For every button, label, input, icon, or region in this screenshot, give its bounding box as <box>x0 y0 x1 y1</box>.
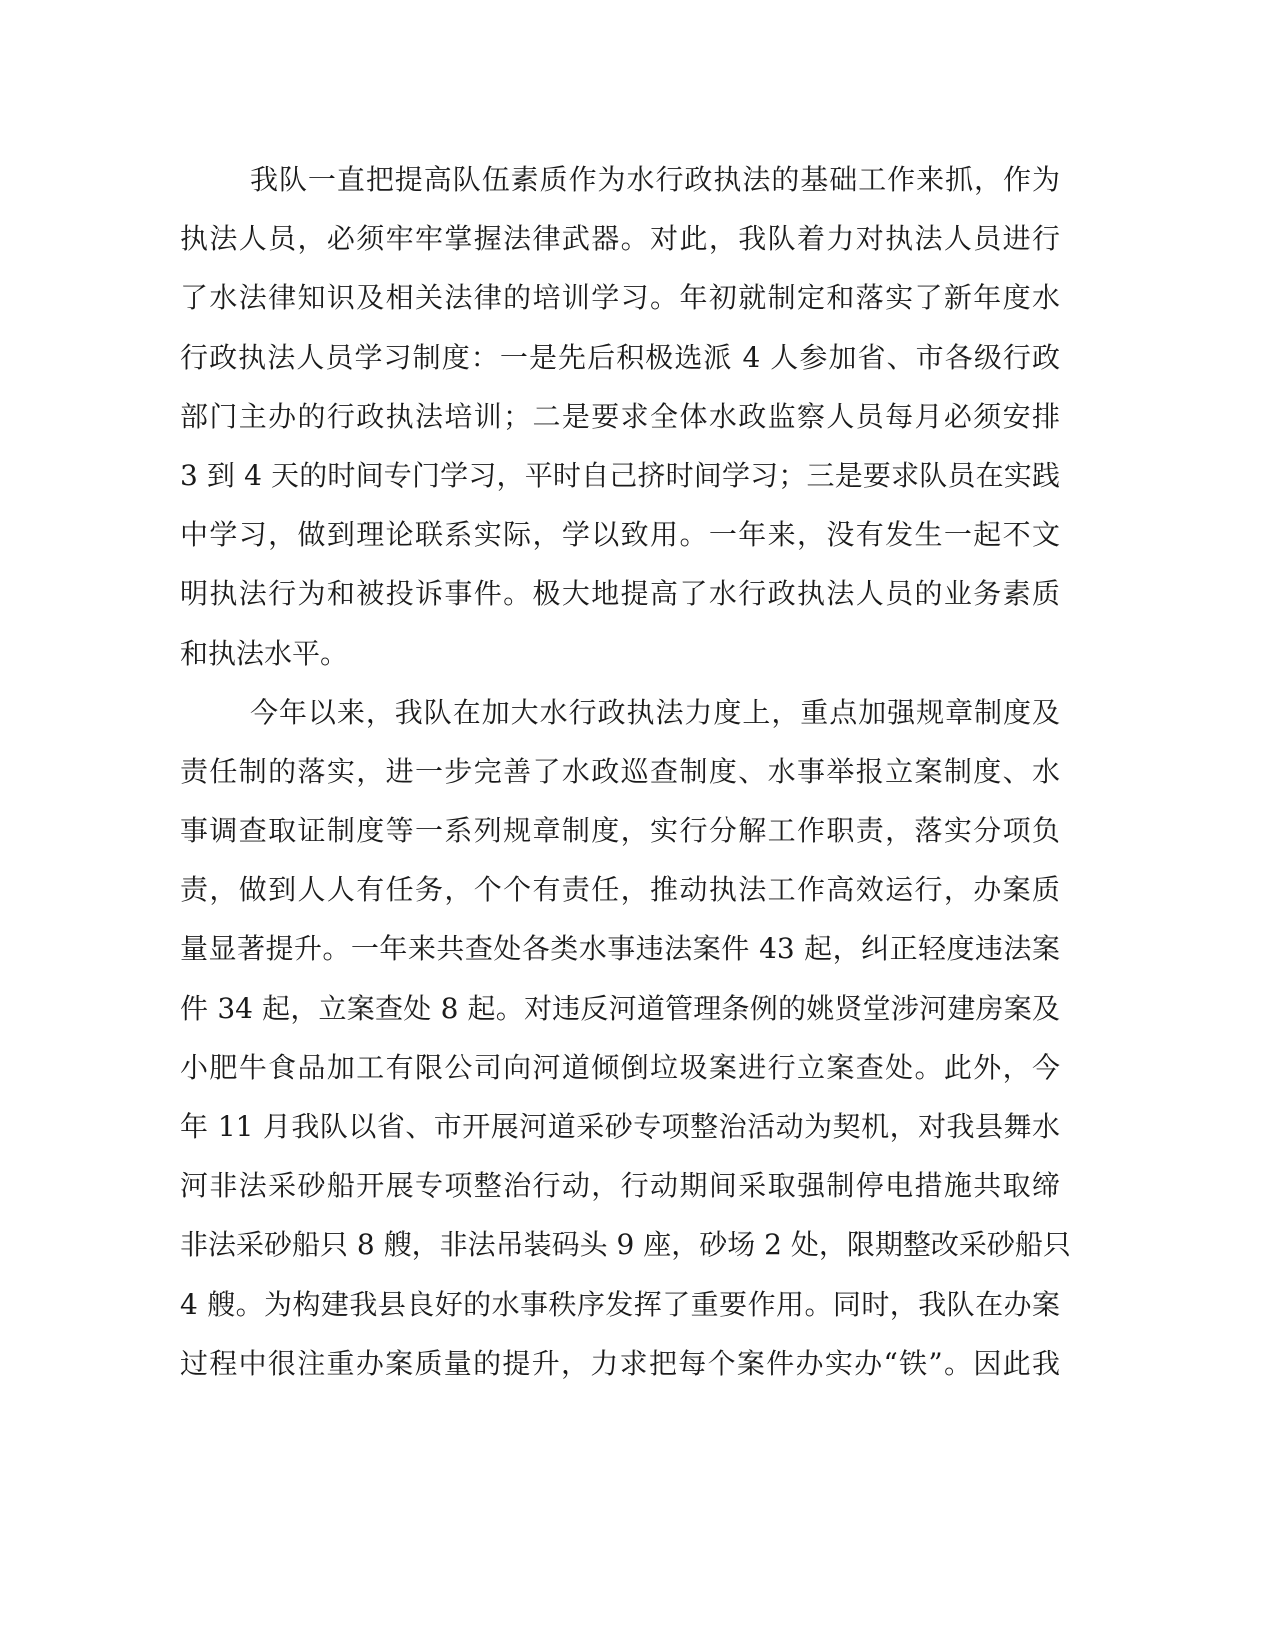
text-line: 小肥牛食品加工有限公司向河道倾倒垃圾案进行立案查处。此外，今 <box>180 1050 1060 1084</box>
text-line: 量显著提升。一年来共查处各类水事违法案件 43 起，纠正轻度违法案 <box>180 932 1060 966</box>
text-line: 河非法采砂船开展专项整治行动，行动期间采取强制停电措施共取缔 <box>180 1169 1060 1203</box>
text-line: 事调查取证制度等一系列规章制度，实行分解工作职责，落实分项负 <box>180 814 1060 848</box>
text-line: 今年以来，我队在加大水行政执法力度上，重点加强规章制度及 <box>250 695 1060 729</box>
text-line: 责任制的落实，进一步完善了水政巡查制度、水事举报立案制度、水 <box>180 754 1060 788</box>
text-line: 执法人员，必须牢牢掌握法律武器。对此，我队着力对执法人员进行 <box>180 222 1060 256</box>
document-body <box>180 150 1071 1393</box>
text-line: 4 艘。为构建我县良好的水事秩序发挥了重要作用。同时，我队在办案 <box>180 1287 1060 1321</box>
paragraph-1 <box>180 150 1060 683</box>
text-line: 件 34 起，立案查处 8 起。对违反河道管理条例的姚贤堂涉河建房案及 <box>180 991 1060 1025</box>
paragraph-2 <box>180 683 1071 1393</box>
text-line: 3 到 4 天的时间专门学习，平时自己挤时间学习；三是要求队员在实践 <box>180 458 1060 492</box>
text-line: 我队一直把提高队伍素质作为水行政执法的基础工作来抓，作为 <box>250 163 1060 196</box>
text-line: 过程中很注重办案质量的提升，力求把每个案件办实办“铁”。因此我 <box>180 1346 1060 1380</box>
text-line: 了水法律知识及相关法律的培训学习。年初就制定和落实了新年度水 <box>180 281 1060 315</box>
text-line: 明执法行为和被投诉事件。极大地提高了水行政执法人员的业务素质 <box>180 577 1060 611</box>
text-line: 和执法水平。 <box>180 636 349 670</box>
text-line: 非法采砂船只 8 艘，非法吊装码头 9 座，砂场 2 处，限期整改采砂船只 <box>180 1228 1071 1262</box>
text-line: 年 11 月我队以省、市开展河道采砂专项整治活动为契机，对我县舞水 <box>180 1110 1060 1143</box>
text-line: 责，做到人人有任务，个个有责任，推动执法工作高效运行，办案质 <box>180 873 1060 907</box>
text-line: 部门主办的行政执法培训；二是要求全体水政监察人员每月必须安排 <box>180 399 1060 433</box>
text-line: 行政执法人员学习制度：一是先后积极选派 4 人参加省、市各级行政 <box>180 340 1060 374</box>
text-line: 中学习，做到理论联系实际，学以致用。一年来，没有发生一起不文 <box>180 518 1060 552</box>
